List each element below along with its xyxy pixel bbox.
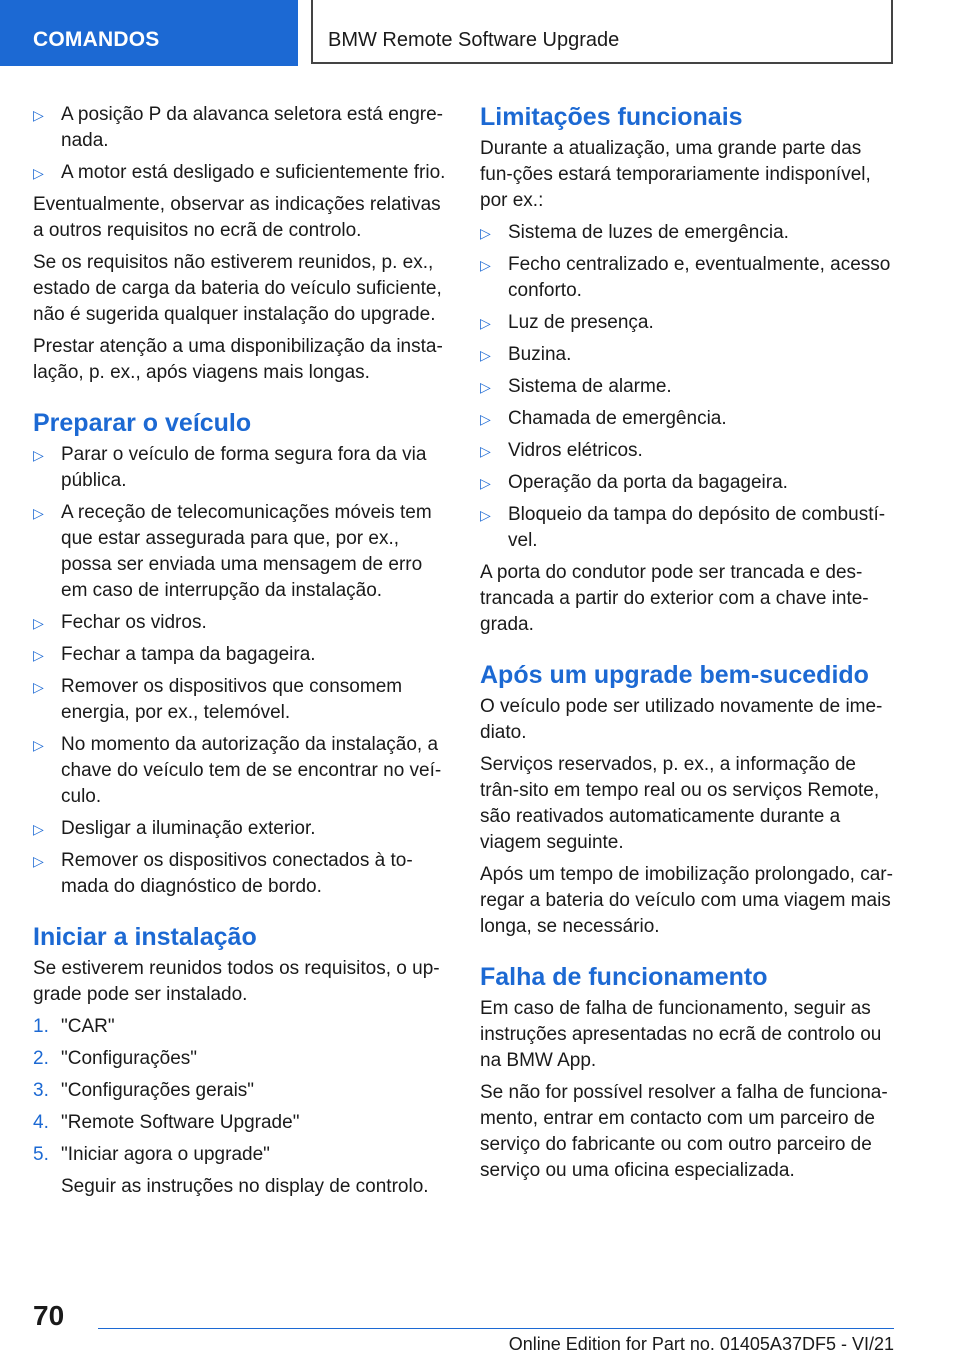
triangle-bullet-icon: ▷ (33, 107, 44, 123)
heading-install: Iniciar a instalação (33, 923, 257, 951)
list-item: ▷ Luz de presença. (480, 310, 898, 336)
step-number: 3. (33, 1080, 49, 1101)
triangle-bullet-icon: ▷ (33, 447, 44, 463)
list-item: ▷ A motor está desligado e suficientemente frio. (33, 160, 451, 186)
footer-divider (98, 1328, 894, 1329)
prepare-list (33, 442, 451, 900)
step-item: 4. "Remote Software Upgrade" (33, 1110, 451, 1136)
paragraph: Se estiverem reunidos todos os requisitos, o up-grade pode ser instalado. (33, 958, 440, 1005)
paragraph: Prestar atenção a uma disponibilização da insta-lação, p. ex., após viagens mais longas. (33, 336, 443, 383)
list-item: ▷ Buzina. (480, 342, 898, 368)
triangle-bullet-icon: ▷ (480, 507, 491, 523)
list-item: ▷ Vidros elétricos. (480, 438, 898, 464)
list-item: ▷ Remover os dispositivos que consomem energia, por ex., telemóvel. (33, 676, 403, 723)
list-item: ▷ Sistema de luzes de emergência. (480, 220, 898, 246)
list-item: ▷ Remover os dispositivos conectados à to-mada do diagnóstico de bordo. (33, 850, 413, 897)
triangle-bullet-icon: ▷ (480, 257, 491, 273)
header-title-box (311, 0, 893, 64)
triangle-bullet-icon: ▷ (33, 615, 44, 631)
list-item: ▷ Fechar os vidros. (33, 610, 451, 636)
triangle-bullet-icon: ▷ (33, 647, 44, 663)
list-item: ▷ Parar o veículo de forma segura fora da via pública. (33, 444, 427, 491)
left-column (33, 102, 451, 1206)
step-item: 5. "Iniciar agora o upgrade" (33, 1142, 451, 1168)
paragraph: O veículo pode ser utilizado novamente de ime-diato. (480, 696, 883, 743)
paragraph: Após um tempo de imobilização prolongado, car-regar a bateria do veículo com uma viagem mais longa, se necessário. (480, 864, 893, 937)
step-number: 5. (33, 1144, 49, 1165)
step-number: 4. (33, 1112, 49, 1133)
triangle-bullet-icon: ▷ (480, 347, 491, 363)
install-steps (33, 1014, 451, 1168)
step-number: 1. (33, 1016, 49, 1037)
limits-list (480, 220, 898, 554)
heading-failure: Falha de funcionamento (480, 963, 768, 991)
list-item: ▷ Chamada de emergência. (480, 406, 898, 432)
list-item: ▷ Bloqueio da tampa do depósito de combustí-vel. (480, 504, 886, 551)
triangle-bullet-icon: ▷ (480, 315, 491, 331)
paragraph: Serviços reservados, p. ex., a informação de trân-sito em tempo real ou os serviços Remote, são reativados automaticamente durante a viagem seguinte. (480, 754, 880, 853)
list-item: ▷ A receção de telecomunicações móveis tem que estar assegurada para que, por ex., possa ser enviada uma mensagem de erro em caso de interrupção da instalação. (33, 502, 432, 601)
page-number: 70 (33, 1300, 65, 1331)
step-number: 2. (33, 1048, 49, 1069)
triangle-bullet-icon: ▷ (480, 475, 491, 491)
triangle-bullet-icon: ▷ (33, 505, 44, 521)
edition-note: Online Edition for Part no. 01405A37DF5 - VI/21 (508, 1334, 894, 1354)
triangle-bullet-icon: ▷ (480, 225, 491, 241)
paragraph: Eventualmente, observar as indicações relativas a outros requisitos no ecrã de controlo. (33, 194, 441, 241)
step-item: 3. "Configurações gerais" (33, 1078, 451, 1104)
triangle-bullet-icon: ▷ (33, 737, 44, 753)
page-title: BMW Remote Software Upgrade (328, 29, 620, 51)
paragraph: A porta do condutor pode ser trancada e des-trancada a partir do exterior com a chave inte-grada. (480, 562, 869, 635)
step-item: 2. "Configurações" (33, 1046, 451, 1072)
triangle-bullet-icon: ▷ (33, 853, 44, 869)
step-item: 1. "CAR" (33, 1014, 451, 1040)
list-item: ▷ Fecho centralizado e, eventualmente, acesso conforto. (480, 254, 891, 301)
paragraph: Se os requisitos não estiverem reunidos, p. ex., estado de carga da bateria do veículo suficiente, não é sugerida qualquer instalação do upgrade. (33, 252, 442, 325)
heading-after-upgrade: Após um upgrade bem-sucedido (480, 661, 869, 689)
paragraph: Em caso de falha de funcionamento, seguir as instruções apresentadas no ecrã de controlo ou na BMW App. (480, 998, 882, 1071)
triangle-bullet-icon: ▷ (480, 443, 491, 459)
paragraph: Durante a atualização, uma grande parte das fun-ções estará temporariamente indisponível, por ex.: (480, 138, 871, 211)
step-instruction: Seguir as instruções no display de controlo. (61, 1176, 429, 1197)
triangle-bullet-icon: ▷ (480, 411, 491, 427)
list-item: ▷ No momento da autorização da instalação, a chave do veículo tem de se encontrar no veí-culo. (33, 734, 442, 807)
triangle-bullet-icon: ▷ (480, 379, 491, 395)
paragraph: Se não for possível resolver a falha de funciona-mento, entrar em contacto com um parceiro de serviço do fabricante ou com outro parceiro de serviço ou uma oficina especializada. (480, 1082, 888, 1181)
heading-prepare: Preparar o veículo (33, 409, 252, 437)
triangle-bullet-icon: ▷ (33, 821, 44, 837)
list-item: ▷ Sistema de alarme. (480, 374, 898, 400)
triangle-bullet-icon: ▷ (33, 165, 44, 181)
right-column (480, 102, 898, 1190)
triangle-bullet-icon: ▷ (33, 679, 44, 695)
section-tab (0, 0, 298, 66)
list-item: ▷ Desligar a iluminação exterior. (33, 816, 451, 842)
section-label: COMANDOS (33, 28, 160, 51)
heading-limits: Limitações funcionais (480, 103, 743, 131)
list-item: ▷ A posição P da alavanca seletora está engre-nada. (33, 104, 444, 151)
list-item: ▷ Fechar a tampa da bagageira. (33, 642, 451, 668)
list-item: ▷ Operação da porta da bagageira. (480, 470, 898, 496)
intro-list (33, 102, 451, 186)
